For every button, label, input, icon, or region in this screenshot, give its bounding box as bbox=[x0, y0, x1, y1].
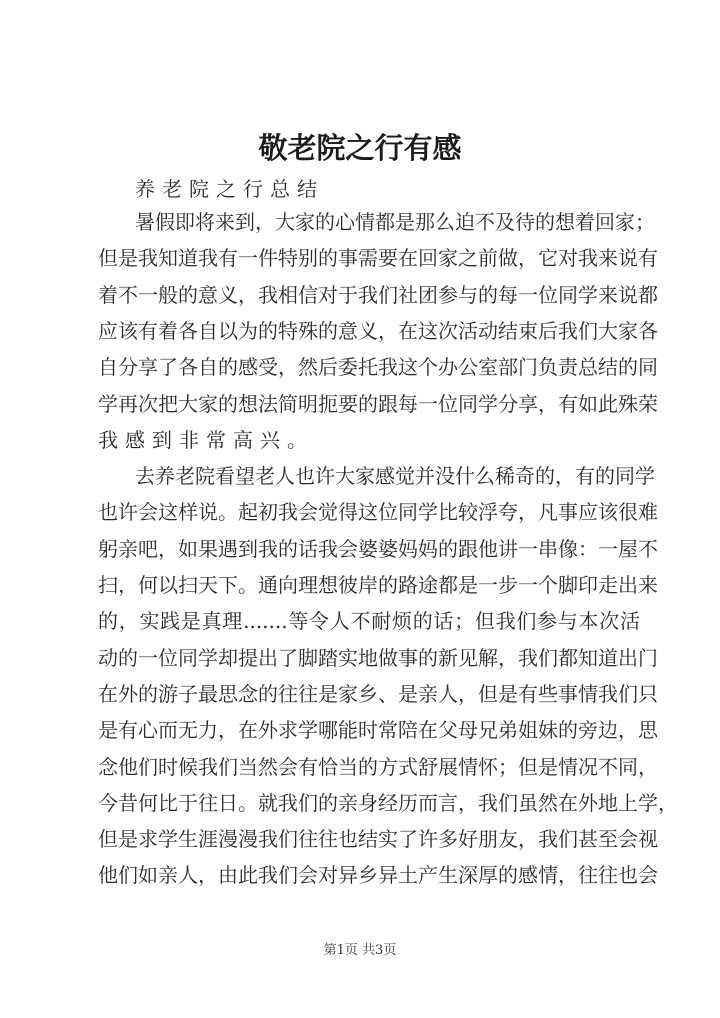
text-line: 扫，何以扫天下。通向理想彼岸的路途都是一步一个脚印走出来 bbox=[98, 573, 658, 597]
document-title: 敬老院之行有感 bbox=[258, 131, 462, 165]
text-line: 他们如亲人，由此我们会对异乡异土产生深厚的感情，往往也会 bbox=[98, 863, 658, 887]
text-line: 今昔何比于往日。就我们的亲身经历而言，我们虽然在外地上学， bbox=[98, 791, 678, 815]
text-line: 去养老院看望老人也许大家感觉并没什么稀奇的，有的同学 bbox=[135, 464, 655, 488]
page-number-footer: 第1页 共3页 bbox=[323, 943, 397, 958]
text-line: 应该有着各自以为的特殊的意义，在这次活动结束后我们大家各 bbox=[98, 319, 658, 343]
text-line: 也许会这样说。起初我会觉得这位同学比较浮夸，凡事应该很难 bbox=[98, 500, 658, 524]
text-line: 但是我知道我有一件特别的事需要在回家之前做，它对我来说有 bbox=[98, 246, 658, 270]
text-line: 着不一般的意义，我相信对于我们社团参与的每一位同学来说都 bbox=[98, 283, 658, 307]
text-line: 动的一位同学却提出了脚踏实地做事的新见解，我们都知道出门 bbox=[98, 646, 658, 670]
document-subtitle: 养老院之行总结 bbox=[135, 177, 324, 201]
text-line: 在外的游子最思念的往往是家乡、是亲人，但是有些事情我们只 bbox=[98, 682, 658, 706]
text-line: 是有心而无力，在外求学哪能时常陪在父母兄弟姐妹的旁边，思 bbox=[98, 718, 658, 742]
text-line: 自分享了各自的感受，然后委托我这个办公室部门负责总结的同 bbox=[98, 355, 658, 379]
text-line: 念他们时候我们当然会有恰当的方式舒展情怀；但是情况不同， bbox=[98, 755, 658, 779]
text-line: 学再次把大家的想法简明扼要的跟每一位同学分享，有如此殊荣 bbox=[98, 392, 658, 416]
text-line: 我感到非常高兴。 bbox=[98, 428, 314, 452]
text-line: 的，实践是真理.......等令人不耐烦的话；但我们参与本次活 bbox=[98, 609, 640, 633]
text-line: 躬亲吧，如果遇到我的话我会婆婆妈妈的跟他讲一串像：一屋不 bbox=[98, 537, 658, 561]
text-line: 暑假即将来到，大家的心情都是那么迫不及待的想着回家； bbox=[135, 210, 655, 234]
text-line: 但是求学生涯漫漫我们往往也结实了许多好朋友，我们甚至会视 bbox=[98, 827, 658, 851]
